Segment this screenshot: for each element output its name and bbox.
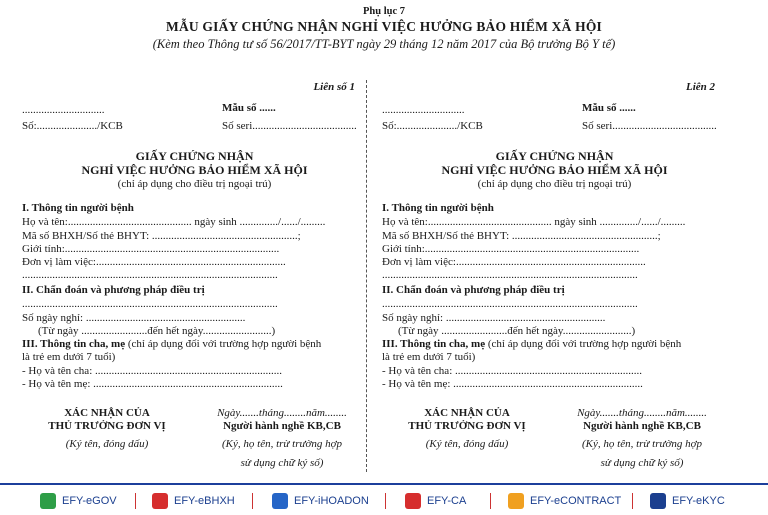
product-footer [0,485,768,515]
diagnosis-line: ............................................................................................. [382,298,638,310]
footer-separator [135,493,136,509]
practitioner-label: Người hành nghề KB,CB [223,420,341,432]
certificate-title-line1: GIẤY CHỨNG NHẬN [495,149,614,163]
confirm-note: (Ký tên, đóng dấu) [425,438,509,450]
days-off-field: Số ngày nghỉ: .......................................................... [22,312,246,324]
practitioner-note-line1: (Ký, họ tên, trừ trường hợp [222,438,342,450]
footer-product-efy-ihoadon[interactable] [272,491,369,511]
father-name-field: - Họ và tên cha: .................................................................... [22,365,282,377]
section-parent-info [382,338,727,352]
efy-logo-icon [152,493,168,509]
date-range-field: (Từ ngày ........................đến hết ngày.........................) [398,325,636,337]
document-number: Số:....................../KCB [382,120,483,132]
section-parent-condition-line2: là trẻ em dưới 7 tuổi) [22,351,116,363]
practitioner-label: Người hành nghề KB,CB [583,420,701,432]
footer-product-efy-ekyc[interactable] [650,491,725,511]
confirm-heading-line1: XÁC NHẬN CỦA [64,407,150,419]
section-parent-heading: III. Thông tin cha, mẹ [382,338,486,350]
diagnosis-line: ............................................................................................. [22,298,278,310]
certificate-note: (chỉ áp dụng cho điều trị ngoại trú) [477,178,632,190]
practitioner-note-line2: sử dụng chữ ký số) [600,457,684,469]
footer-product-label: EFY-eKYC [672,495,725,507]
contract-icon [508,493,524,509]
date-range-field: (Từ ngày ........................đến hết ngày.........................) [38,325,276,337]
workplace-field-line2: ............................................................................................. [22,269,278,281]
father-name-field: - Họ và tên cha: .................................................................... [382,365,642,377]
appendix-label: Phụ lục 7 [362,6,405,17]
section-parent-condition: (chỉ áp dụng đối với trường hợp người bệnh [485,338,682,350]
issuer-blank: .............................. [382,104,465,116]
copy-label: Liên số 1 [313,81,355,93]
certificate-note: (chỉ áp dụng cho điều trị ngoại trú) [117,178,272,190]
section-diagnosis: II. Chẩn đoán và phương pháp điều trị [22,284,205,296]
building-icon [40,493,56,509]
workplace-field: Đơn vị làm việc:..................................................................... [22,256,286,268]
workplace-field-line2: ............................................................................................. [382,269,638,281]
section-parent-info [22,338,367,352]
footer-product-efy-egov[interactable] [40,491,117,511]
document-subtitle: (Kèm theo Thông tư số 56/2017/TT-BYT ngày 29 tháng 12 năm 2017 của Bộ trưởng Bộ Y tế) [152,37,616,51]
section-diagnosis: II. Chẩn đoán và phương pháp điều trị [382,284,565,296]
section-parent-condition-line2: là trẻ em dưới 7 tuổi) [382,351,476,363]
section-patient-info: I. Thông tin người bệnh [22,202,134,214]
footer-product-label: EFY-CA [427,495,467,507]
confirm-heading-line2: THỦ TRƯỞNG ĐƠN VỊ [48,420,166,432]
insurance-number-field: Mã số BHXH/Số thẻ BHYT: .....................................................; [22,230,301,242]
document-title: MẪU GIẤY CHỨNG NHẬN NGHỈ VIỆC HƯỞNG BẢO HIỂM XÃ HỘI [166,19,602,34]
section-parent-condition: (chỉ áp dụng đối với trường hợp người bệnh [125,338,322,350]
footer-separator [385,493,386,509]
serial-number: Số seri...................................... [582,120,717,132]
certificate-form-copy-2 [382,78,727,473]
mother-name-field: - Họ và tên mẹ: ..................................................................... [22,378,283,390]
mother-name-field: - Họ và tên mẹ: ..................................................................... [382,378,643,390]
practitioner-note-line2: sử dụng chữ ký số) [240,457,324,469]
form-number: Mẫu số ...... [582,102,636,114]
confirm-note: (Ký tên, đóng dấu) [65,438,149,450]
face-scan-icon [650,493,666,509]
practitioner-note-line1: (Ký, họ tên, trừ trường hợp [582,438,702,450]
gender-field: Giới tính:.............................................................................. [22,243,280,255]
signature-date: Ngày.......tháng........năm........ [217,407,347,419]
certificate-icon [405,493,421,509]
issuer-blank: .............................. [22,104,105,116]
certificate-title-line2: NGHỈ VIỆC HƯỞNG BẢO HIỂM XÃ HỘI [81,163,308,177]
footer-product-efy-ca[interactable] [405,491,466,511]
footer-separator [252,493,253,509]
gender-field: Giới tính:.............................................................................. [382,243,640,255]
patient-name-field: Họ và tên:............................................. ngày sinh ............../....../......... [22,216,326,228]
confirm-heading-line2: THỦ TRƯỞNG ĐƠN VỊ [408,420,526,432]
certificate-form-copy-1 [22,78,367,473]
section-parent-heading: III. Thông tin cha, mẹ [22,338,126,350]
patient-name-field: Họ và tên:............................................. ngày sinh ............../....../......... [382,216,686,228]
footer-product-efy-econtract[interactable] [508,491,621,511]
invoice-icon [272,493,288,509]
serial-number: Số seri...................................... [222,120,357,132]
section-patient-info: I. Thông tin người bệnh [382,202,494,214]
workplace-field: Đơn vị làm việc:..................................................................... [382,256,646,268]
form-number: Mẫu số ...... [222,102,276,114]
document-number: Số:....................../KCB [22,120,123,132]
confirm-heading-line1: XÁC NHẬN CỦA [424,407,510,419]
footer-product-label: EFY-eBHXH [174,495,235,507]
copy-label: Liên 2 [685,81,715,93]
certificate-title-line1: GIẤY CHỨNG NHẬN [135,149,254,163]
footer-product-label: EFY-iHOADON [294,495,369,507]
days-off-field: Số ngày nghỉ: .......................................................... [382,312,606,324]
signature-date: Ngày.......tháng........năm........ [577,407,707,419]
dashed-divider [366,80,367,472]
footer-separator [490,493,491,509]
footer-product-label: EFY-eCONTRACT [530,495,622,507]
footer-product-label: EFY-eGOV [62,495,117,507]
footer-product-efy-ebhxh[interactable] [152,491,235,511]
insurance-number-field: Mã số BHXH/Số thẻ BHYT: .....................................................; [382,230,661,242]
certificate-title-line2: NGHỈ VIỆC HƯỞNG BẢO HIỂM XÃ HỘI [441,163,668,177]
footer-separator [632,493,633,509]
